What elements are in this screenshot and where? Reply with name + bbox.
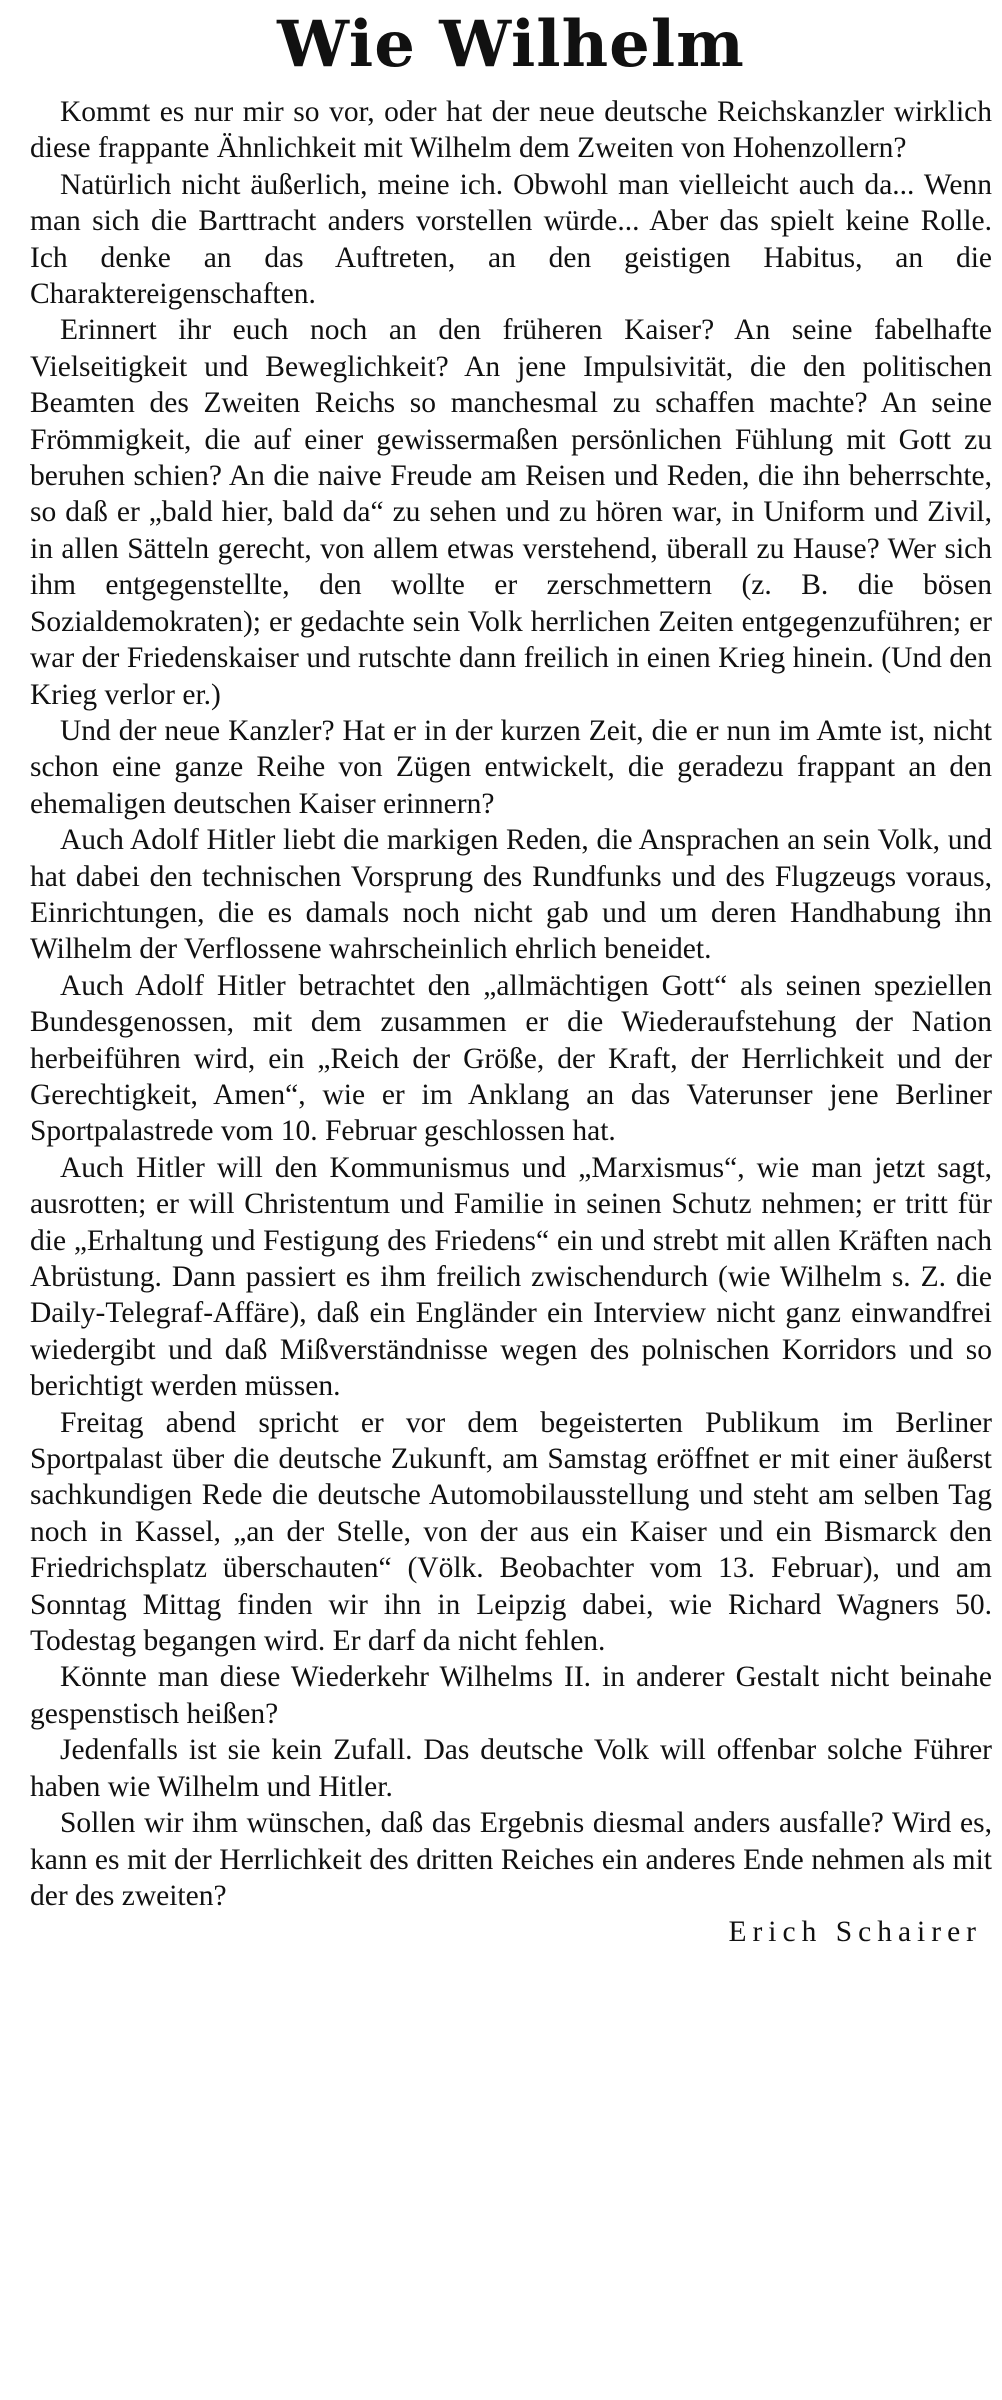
paragraph-1: Kommt es nur mir so vor, oder hat der neue deutsche Reichskanzler wirklich diese frappante Ähnlichkeit mit Wilhelm dem Zweiten von Hohenzollern? xyxy=(30,96,992,165)
paragraph-6: Auch Adolf Hitler betrachtet den „allmächtigen Gott“ als seinen speziellen Bundesgenossen, mit dem zusammen er die Wiederaufstehung der Nation herbeiführen wird, ein „Reich der Größe, der Kraft, der Herrlichkeit und der Gerechtigkeit, Amen“, wie er im Anklang an das Vaterunser jene Berliner Sportpalastrede vom 10. Februar geschlossen hat. xyxy=(30,969,992,1148)
article-body xyxy=(30,94,992,1914)
paragraph-5: Auch Adolf Hitler liebt die markigen Reden, die Ansprachen an sein Volk, und hat dabei den technischen Vorsprung des Rundfunks und des Flugzeugs voraus, Einrichtungen, die es damals noch nicht gab und um deren Handhabung ihn Wilhelm der Verflossene wahrscheinlich ehrlich beneidet. xyxy=(30,824,992,966)
paragraph-11: Sollen wir ihm wünschen, daß das Ergebnis diesmal anders ausfalle? Wird es, kann es mit der Herrlichkeit des dritten Reiches ein anderes Ende nehmen als mit der des zweiten? xyxy=(30,1807,992,1912)
paragraph-8: Freitag abend spricht er vor dem begeisterten Publikum im Berliner Sportpalast über die deutsche Zukunft, am Samstag eröffnet er mit einer äußerst sachkundigen Rede die deutsche Automobilausstellung und steht am selben Tag noch in Kassel, „an der Stelle, von der aus ein Kaiser und ein Bismarck den Friedrichsplatz überschauten“ (Völk. Beobachter vom 13. Februar), und am Sonntag Mittag finden wir ihn in Leipzig dabei, wie Richard Wagners 50. Todestag begangen wird. Er darf da nicht fehlen. xyxy=(30,1406,992,1658)
paragraph-7: Auch Hitler will den Kommunismus und „Marxismus“, wie man jetzt sagt, ausrotten; er will Christentum und Familie in seinen Schutz nehmen; er tritt für die „Erhaltung und Festigung des Friedens“ ein und strebt mit allen Kräften nach Abrüstung. Dann passiert es ihm freilich zwischendurch (wie Wilhelm s. Z. die Daily-Telegraf-Affäre), daß ein Engländer ein Interview nicht ganz einwandfrei wiedergibt und daß Mißverständnisse wegen des polnischen Korridors und so berichtigt werden müssen. xyxy=(30,1151,992,1403)
paragraph-10: Jedenfalls ist sie kein Zufall. Das deutsche Volk will offenbar solche Führer haben wie Wilhelm und Hitler. xyxy=(30,1734,992,1803)
paragraph-3: Erinnert ihr euch noch an den früheren Kaiser? An seine fabelhafte Vielseitigkeit und Beweglichkeit? An jene Impulsivität, die den politischen Beamten des Zweiten Reichs so manchesmal zu schaffen machte? An seine Frömmigkeit, die auf einer gewissermaßen persönlichen Fühlung mit Gott zu beruhen schien? An die naive Freude am Reisen und Reden, die ihn beherrschte, so daß er „bald hier, bald da“ zu sehen und zu hören war, in Uniform und Zivil, in allen Sätteln gerecht, von allem etwas verstehend, überall zu Hause? Wer sich ihm entgegenstellte, den wollte er zerschmettern (z. B. die bösen Sozialdemokraten); er gedachte sein Volk herrlichen Zeiten entgegenzuführen; er war der Friedenskaiser und rutschte dann freilich in einen Krieg hinein. (Und den Krieg verlor er.) xyxy=(30,314,992,711)
author-signature: Erich Schairer xyxy=(728,1916,982,1949)
paragraph-4: Und der neue Kanzler? Hat er in der kurzen Zeit, die er nun im Amte ist, nicht schon eine ganze Reihe von Zügen entwickelt, die geradezu frappant an den ehemaligen deutschen Kaiser erinnern? xyxy=(30,714,992,820)
article-title: Wie Wilhelm xyxy=(277,7,745,82)
paragraph-9: Könnte man diese Wiederkehr Wilhelms II. in anderer Gestalt nicht beinahe gespenstisch heißen? xyxy=(30,1661,992,1730)
paragraph-2: Natürlich nicht äußerlich, meine ich. Obwohl man vielleicht auch da... Wenn man sich die Barttracht anders vorstellen würde... Aber das spielt keine Rolle. Ich denke an das Auftreten, an den geistigen Habitus, an die Charaktereigenschaften. xyxy=(30,168,992,311)
